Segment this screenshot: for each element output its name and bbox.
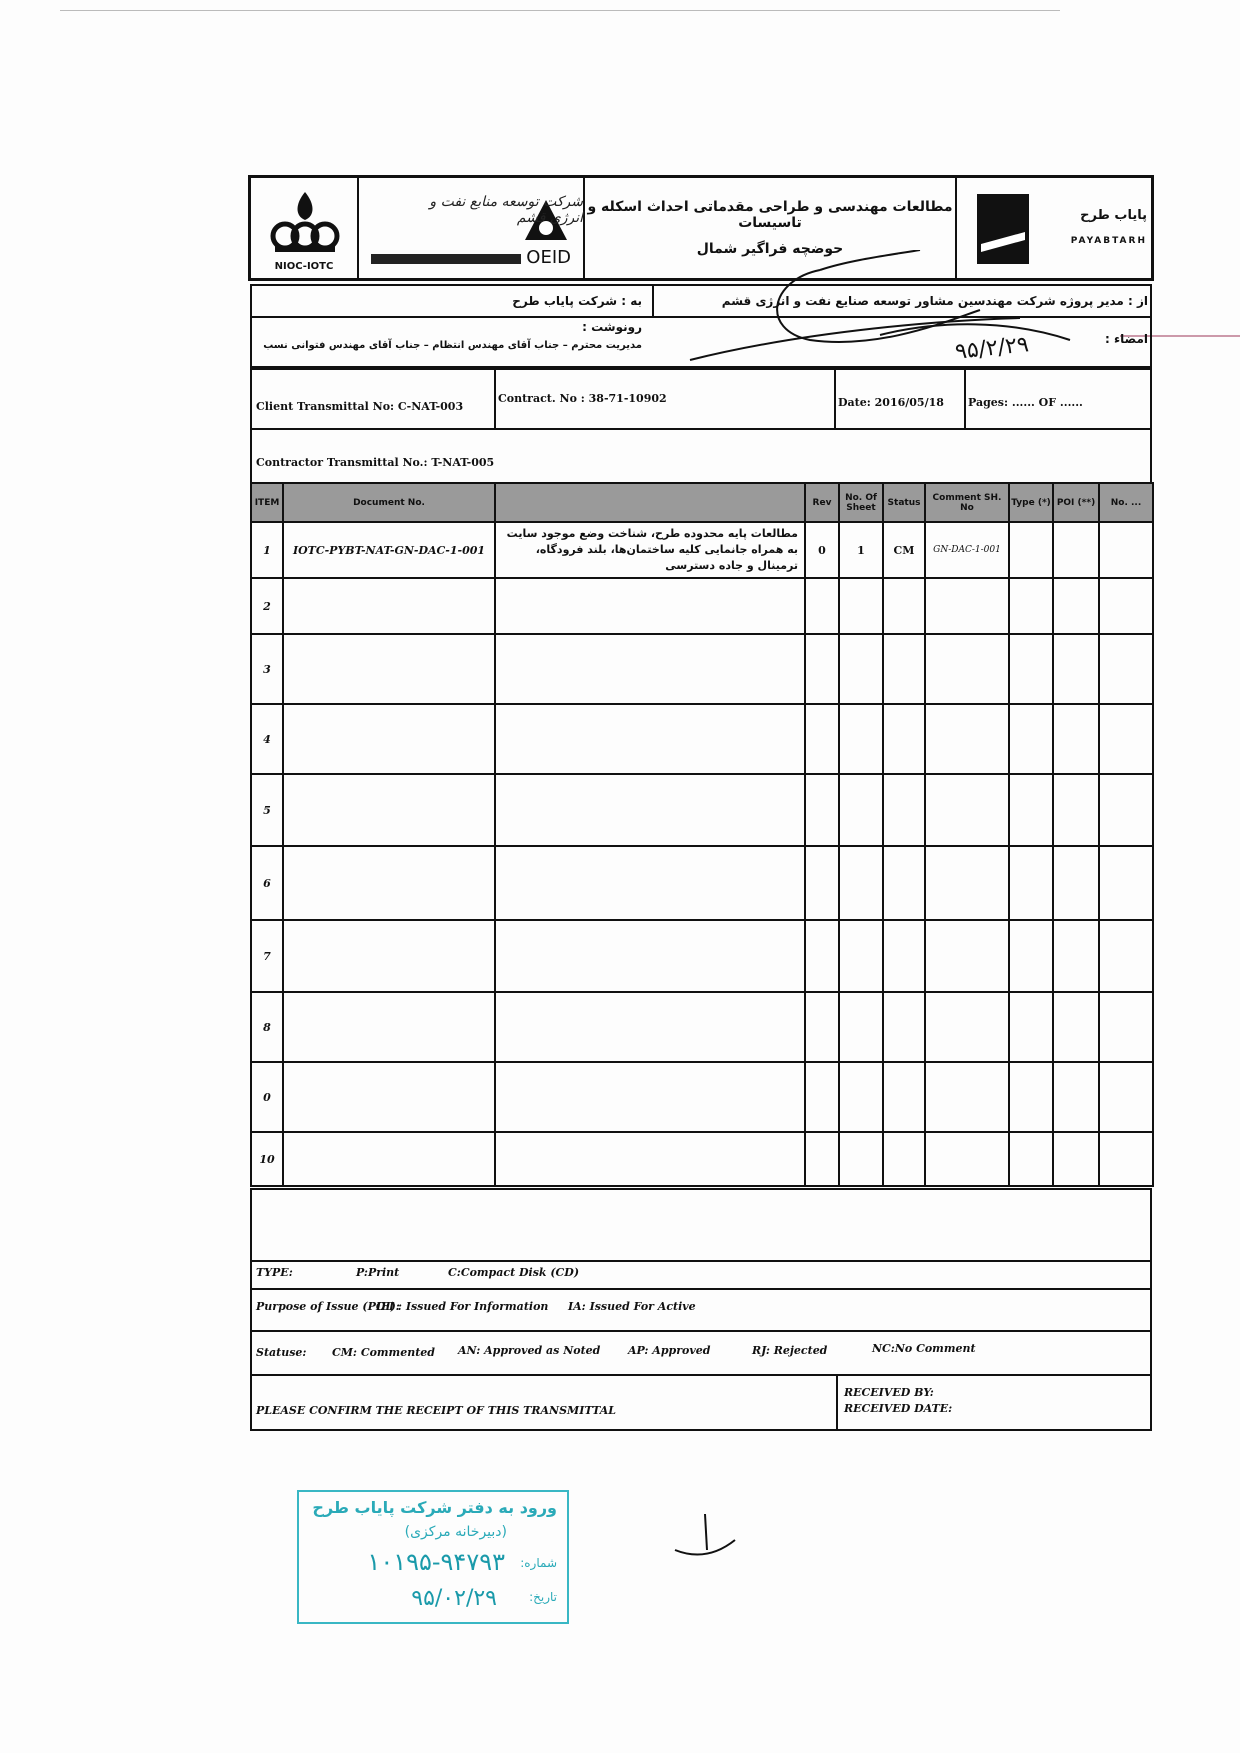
cell-comment (925, 1132, 1009, 1186)
col-status: Status (883, 483, 925, 522)
cell-desc (495, 704, 805, 774)
cc-value: مدیریت محترم – جناب آقای مهندس انتظام – جناب آقای مهندس فتوانی نسب (263, 340, 642, 351)
cell-no (1099, 774, 1153, 846)
stamp-line1: ورود به دفتر شرکت پایاب طرح (312, 1498, 557, 1517)
cell-sheets (839, 992, 883, 1062)
nioc-logo-icon (251, 184, 359, 264)
table-header-row (251, 483, 1153, 522)
cell-desc (495, 846, 805, 920)
payatarh-latin-name: PAYABTARH (1070, 236, 1147, 246)
date-field: Date: 2016/05/18 (838, 396, 944, 409)
cell-desc (495, 578, 805, 634)
cell-sheets (839, 634, 883, 704)
cell-status (883, 846, 925, 920)
cell-doc (283, 1062, 495, 1132)
project-title-line1: مطالعات مهندسی و طراحی مقدماتی احداث اسکله و تاسیسات (587, 199, 953, 231)
footer-divider (252, 1260, 1150, 1262)
status-label: Statuse: (256, 1346, 307, 1359)
cell-item: 3 (251, 634, 283, 704)
cell-type (1009, 704, 1053, 774)
cell-doc: IOTC-PYBT-NAT-GN-DAC-1-001 (283, 522, 495, 578)
cell-poi (1053, 1062, 1099, 1132)
cell-rev (805, 846, 839, 920)
oeid-logo-cell (359, 178, 585, 278)
confirm-receipt: PLEASE CONFIRM THE RECEIPT OF THIS TRANSMITTAL (256, 1404, 617, 1417)
col-item: ITEM (251, 483, 283, 522)
cell-doc (283, 578, 495, 634)
status-an: AN: Approved as Noted (458, 1344, 601, 1357)
cell-item: 0 (251, 1062, 283, 1132)
cell-rev (805, 1062, 839, 1132)
cell-comment: GN-DAC-1-001 (925, 522, 1009, 578)
poi-label: Purpose of Issue (POI): (256, 1300, 400, 1313)
cell-item: 7 (251, 920, 283, 992)
cell-item: 2 (251, 578, 283, 634)
table-row (251, 846, 1153, 920)
cell-no (1099, 1062, 1153, 1132)
transmittal-info-row (250, 368, 1152, 430)
cell-poi (1053, 578, 1099, 634)
cell-doc (283, 920, 495, 992)
cell-poi (1053, 992, 1099, 1062)
cell-item: 4 (251, 704, 283, 774)
cell-sheets (839, 704, 883, 774)
cell-sheets (839, 920, 883, 992)
table-row (251, 1132, 1153, 1186)
cell-item: 6 (251, 846, 283, 920)
col-rev: Rev (805, 483, 839, 522)
cell-sheets (839, 846, 883, 920)
to-field: به : شرکت پایاب طرح (512, 294, 642, 308)
receipt-stamp (297, 1490, 569, 1624)
cell-status (883, 774, 925, 846)
info-divider-3 (964, 370, 966, 428)
cell-rev (805, 634, 839, 704)
cell-comment (925, 992, 1009, 1062)
cell-poi (1053, 522, 1099, 578)
cell-comment (925, 704, 1009, 774)
cell-doc (283, 992, 495, 1062)
cell-rev: 0 (805, 522, 839, 578)
cell-sheets: 1 (839, 522, 883, 578)
poi-ifi: IFI : Issued For Information (376, 1300, 549, 1313)
cell-desc (495, 992, 805, 1062)
cell-item: 5 (251, 774, 283, 846)
cell-desc (495, 1132, 805, 1186)
type-label: TYPE: (256, 1266, 293, 1279)
type-cd: C:Compact Disk (CD) (448, 1266, 580, 1279)
cell-poi (1053, 704, 1099, 774)
table-row (251, 578, 1153, 634)
table-row (251, 522, 1153, 578)
oeid-name-bar (371, 254, 521, 264)
cell-item: 1 (251, 522, 283, 578)
cell-comment (925, 774, 1009, 846)
cell-no (1099, 920, 1153, 992)
oeid-caption: OEID (526, 247, 571, 268)
table-row (251, 634, 1153, 704)
scan-edge-line (60, 10, 1060, 11)
cell-poi (1053, 920, 1099, 992)
cell-status: CM (883, 522, 925, 578)
cell-desc (495, 1062, 805, 1132)
col-document-no: Document No. (283, 483, 495, 522)
cc-label: رونوشت : (582, 320, 642, 334)
stamp-line2: (دبیرخانه مرکزی) (404, 1524, 507, 1540)
payatarh-name: پایاب طرح (1080, 208, 1147, 223)
signature-scribble (650, 250, 1150, 370)
table-row (251, 992, 1153, 1062)
col-poi: POI (**) (1053, 483, 1099, 522)
handwritten-date: ۹۵/۲/۲۹ (953, 332, 1031, 365)
nioc-logo-cell (251, 178, 359, 278)
cell-status (883, 920, 925, 992)
cell-no (1099, 1132, 1153, 1186)
cell-no (1099, 522, 1153, 578)
cell-sheets (839, 578, 883, 634)
cell-rev (805, 704, 839, 774)
contractor-transmittal-no: Contractor Transmittal No.: T-NAT-005 (256, 456, 495, 469)
table-row (251, 704, 1153, 774)
received-date: RECEIVED DATE: (844, 1402, 953, 1415)
initials-scribble (655, 1510, 745, 1560)
poi-ia: IA: Issued For Active (568, 1300, 696, 1313)
cell-poi (1053, 774, 1099, 846)
cell-comment (925, 634, 1009, 704)
col-description (495, 483, 805, 522)
type-print: P:Print (356, 1266, 400, 1279)
status-nc: NC:No Comment (872, 1342, 976, 1355)
cell-doc (283, 704, 495, 774)
col-sheets: No. Of Sheet (839, 483, 883, 522)
table-row (251, 920, 1153, 992)
cell-desc: مطالعات پایه محدوده طرح، شناخت وضع موجود سایت به همراه جانمایی کلیه ساختمان‌ها، بلند فرودگاه، ترمینال و جاده دسترسی (495, 522, 805, 578)
col-comment: Comment SH. No (925, 483, 1009, 522)
cell-status (883, 578, 925, 634)
cell-rev (805, 774, 839, 846)
received-divider (836, 1374, 838, 1429)
cell-no (1099, 992, 1153, 1062)
status-ap: AP: Approved (628, 1344, 711, 1357)
cell-comment (925, 920, 1009, 992)
signature-label: امضاء : (1105, 332, 1148, 346)
cell-type (1009, 1062, 1053, 1132)
cell-rev (805, 1132, 839, 1186)
cell-no (1099, 578, 1153, 634)
contract-no: Contract. No : 38-71-10902 (498, 392, 667, 405)
cell-status (883, 704, 925, 774)
cell-no (1099, 704, 1153, 774)
footer-divider (252, 1288, 1150, 1290)
cell-status (883, 1062, 925, 1132)
stamp-number-value: ۱۰۱۹۵-۹۴۷۹۳ (367, 1548, 505, 1576)
pages-field: Pages: ...... OF ...... (968, 396, 1083, 409)
documents-table (250, 482, 1154, 1187)
nioc-caption: NIOC-IOTC (274, 261, 334, 272)
cell-item: 8 (251, 992, 283, 1062)
table-body (251, 522, 1153, 1186)
stamp-date-value: ۹۵/۰۲/۲۹ (411, 1586, 497, 1611)
cell-type (1009, 774, 1053, 846)
col-type: Type (*) (1009, 483, 1053, 522)
cell-poi (1053, 846, 1099, 920)
client-transmittal-no: Client Transmittal No: C-NAT-003 (256, 400, 464, 413)
table-row (251, 1062, 1153, 1132)
cell-rev (805, 992, 839, 1062)
cell-type (1009, 522, 1053, 578)
cell-poi (1053, 634, 1099, 704)
cell-desc (495, 920, 805, 992)
cell-doc (283, 1132, 495, 1186)
cell-desc (495, 634, 805, 704)
cell-type (1009, 846, 1053, 920)
cell-comment (925, 1062, 1009, 1132)
footer-divider (252, 1330, 1150, 1332)
cell-type (1009, 920, 1053, 992)
status-rj: RJ: Rejected (752, 1344, 828, 1357)
info-divider-2 (834, 370, 836, 428)
project-title-line2: حوضچه فراگیر شمال (696, 241, 844, 257)
cell-rev (805, 578, 839, 634)
cell-poi (1053, 1132, 1099, 1186)
cell-status (883, 992, 925, 1062)
col-no: No. ... (1099, 483, 1153, 522)
cell-sheets (839, 1132, 883, 1186)
contractor-row (250, 430, 1152, 482)
cell-comment (925, 578, 1009, 634)
table-row (251, 774, 1153, 846)
cell-no (1099, 846, 1153, 920)
cell-type (1009, 1132, 1053, 1186)
status-cm: CM: Commented (332, 1346, 435, 1359)
from-field: از : مدیر پروژه شرکت مهندسین مشاور توسعه صنایع نفت و انرژی قشم (721, 294, 1148, 308)
cell-sheets (839, 774, 883, 846)
info-divider-1 (494, 370, 496, 428)
stamp-number-label: شماره: (520, 1556, 557, 1570)
cell-status (883, 634, 925, 704)
cell-sheets (839, 1062, 883, 1132)
cell-no (1099, 634, 1153, 704)
cell-status (883, 1132, 925, 1186)
cell-doc (283, 774, 495, 846)
cell-type (1009, 992, 1053, 1062)
cell-item: 10 (251, 1132, 283, 1186)
oeid-persian-name: شرکت توسعه منابع نفت و انرژی قشم (429, 194, 583, 226)
stamp-date-label: تاریخ: (529, 1590, 557, 1604)
cell-type (1009, 634, 1053, 704)
received-by: RECEIVED BY: (844, 1386, 934, 1399)
cell-comment (925, 846, 1009, 920)
cell-type (1009, 578, 1053, 634)
footer-legend (250, 1188, 1152, 1431)
cell-rev (805, 920, 839, 992)
cell-doc (283, 846, 495, 920)
footer-divider (252, 1374, 1150, 1376)
cell-desc (495, 774, 805, 846)
cell-doc (283, 634, 495, 704)
